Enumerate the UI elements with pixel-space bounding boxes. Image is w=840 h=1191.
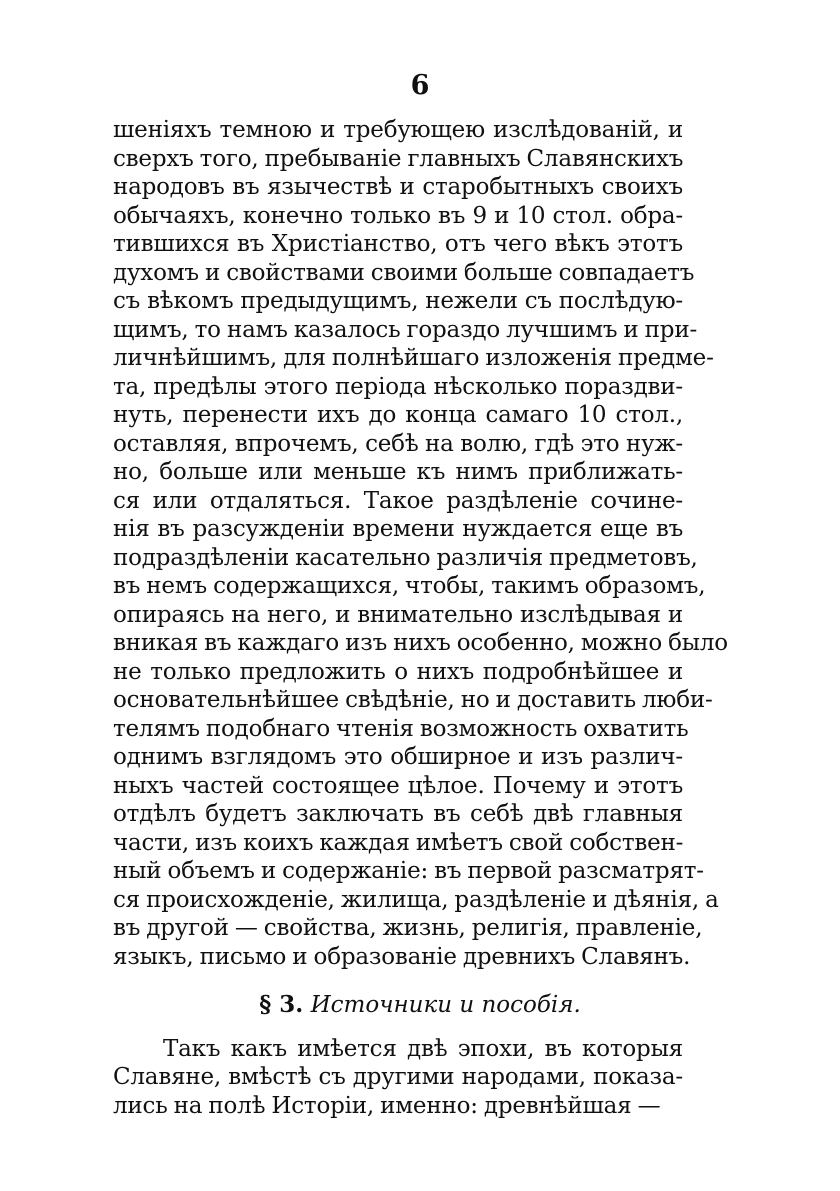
page-number: 6	[410, 70, 430, 101]
text-line: однимъ взглядомъ это обширное и изъ различ-	[113, 744, 683, 770]
text-line: оставляя, впрочемъ, себѣ на волю, гдѣ это нуж-	[113, 430, 683, 457]
text-line: не только предложить о нихъ подробнѣйшее и	[113, 658, 683, 685]
text-line: основательнѣйшее свѣдѣніе, но и доставить люби-	[113, 687, 713, 713]
text-line: духомъ и свойствами своими больше совпадаетъ	[113, 259, 695, 286]
text-line: нуть, перенести ихъ до конца самаго 10 стол.,	[113, 402, 683, 428]
text-line: нія въ разсужденіи времени нуждается еще въ	[113, 516, 683, 542]
text-line: тившихся въ Христіанство, отъ чего вѣкъ этотъ	[113, 231, 683, 257]
section-title: Источники и пособія.	[310, 991, 581, 1018]
text-line: обычаяхъ, конечно только въ 9 и 10 стол. обра-	[113, 202, 683, 229]
text-line: подраздѣленіи касательно различія предметовъ,	[113, 544, 698, 571]
text-line: Такъ какъ имѣется двѣ эпохи, въ которыя	[163, 1035, 683, 1062]
text-line: та, предѣлы этого періода нѣсколько пораздви-	[113, 373, 683, 400]
text-line: отдѣлъ будетъ заключать въ себѣ двѣ главныя	[113, 801, 683, 827]
text-line: ный объемъ и содержаніе: въ первой разсматрят-	[113, 858, 704, 884]
text-line: щимъ, то намъ казалось гораздо лучшимъ и при-	[113, 316, 698, 343]
text-line: лись на полѣ Исторіи, именно: древнѣйшая —	[113, 1092, 661, 1119]
text-line: въ немъ содержащихся, чтобы, такимъ образомъ,	[113, 573, 706, 599]
text-line: телямъ подобнаго чтенія возможность охватить	[113, 715, 689, 742]
text-line: въ другой — свойства, жизнь, религія, правленіе,	[113, 915, 703, 941]
text-line: съ вѣкомъ предыдущимъ, нежели съ послѣдую-	[113, 288, 683, 314]
section-number: § 3.	[259, 990, 304, 1018]
text-line: опираясь на него, и внимательно изслѣдывая и	[113, 601, 683, 628]
text-line: шеніяхъ темною и требующею изслѣдованій, и	[113, 117, 683, 143]
text-line: личнѣйшимъ, для полнѣйшаго изложенія предме-	[113, 345, 714, 371]
section-heading	[0, 987, 840, 1023]
text-line: языкъ, письмо и образованіе древнихъ Славянъ.	[113, 943, 691, 970]
text-line: вникая въ каждаго изъ нихъ особенно, можно было	[113, 630, 728, 656]
text-line: Славяне, вмѣстѣ съ другими народами, показа-	[113, 1064, 683, 1090]
text-line: сверхъ того, пребываніе главныхъ Славянскихъ	[113, 145, 684, 172]
text-line: народовъ въ язычествѣ и старобытныхъ своихъ	[113, 174, 683, 200]
text-line: части, изъ коихъ каждая имѣетъ свой собствен-	[113, 829, 684, 856]
text-line: ся или отдаляться. Такое раздѣленіе сочине-	[113, 487, 683, 514]
text-line: ныхъ частей состоящее цѣлое. Почему и этотъ	[113, 772, 683, 799]
text-line: ся происхожденіе, жилища, раздѣленіе и дѣянія, а	[113, 886, 719, 913]
text-line: но, больше или меньше къ нимъ приближать-	[113, 459, 683, 485]
